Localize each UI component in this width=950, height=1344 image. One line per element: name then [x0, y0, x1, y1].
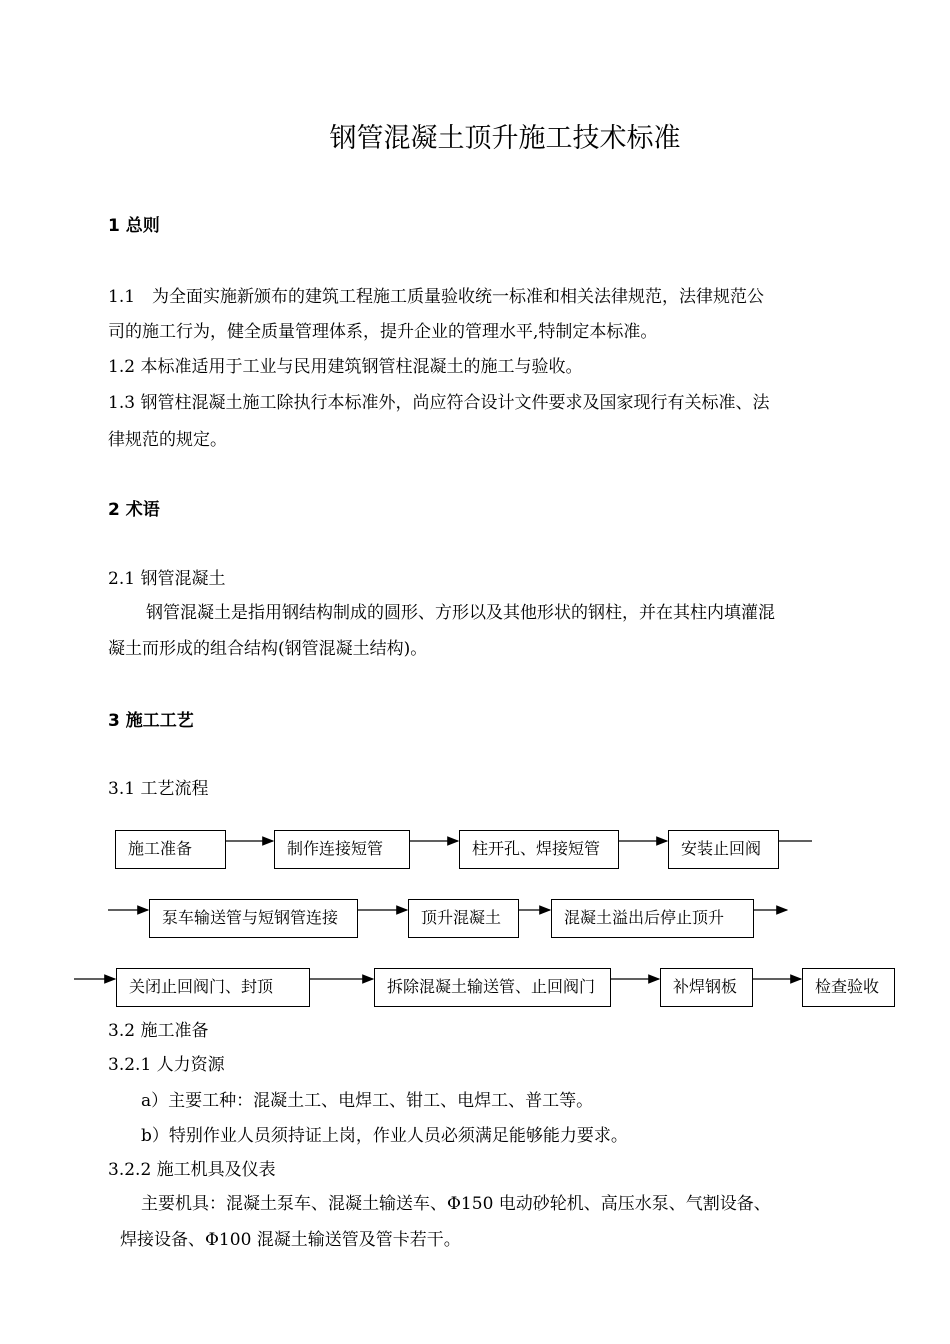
paragraph-1-2: 1.2 本标准适用于工业与民用建筑钢管柱混凝土的施工与验收。: [108, 357, 583, 377]
subheading-3-2: 3.2 施工准备: [108, 1021, 209, 1041]
section-heading-terms: 2 术语: [108, 500, 160, 520]
flow-step-remove-pipe-valve: 拆除混凝土输送管、止回阀门: [374, 968, 611, 1007]
tools-line2: 焊接设备、Φ100 混凝土输送管及管卡若干。: [120, 1230, 461, 1250]
flow-step-jack-concrete: 顶升混凝土: [408, 899, 519, 938]
section-heading-general: 1 总则: [108, 216, 160, 236]
subheading-2-1: 2.1 钢管混凝土: [108, 569, 226, 589]
flow-step-inspection: 检查验收: [802, 968, 895, 1007]
flow-step-weld-plate: 补焊钢板: [660, 968, 753, 1007]
flow-step-make-short-pipe: 制作连接短管: [274, 830, 410, 869]
flow-step-close-valve-seal: 关闭止回阀门、封顶: [116, 968, 310, 1007]
subheading-3-2-1: 3.2.1 人力资源: [108, 1055, 225, 1075]
section-heading-process: 3 施工工艺: [108, 711, 194, 731]
flow-step-preparation: 施工准备: [115, 830, 226, 869]
subheading-3-2-2: 3.2.2 施工机具及仪表: [108, 1160, 276, 1180]
definition-line2: 凝土而形成的组合结构(钢管混凝土结构)。: [108, 639, 428, 659]
flow-step-connect-pump-pipe: 泵车输送管与短钢管连接: [149, 899, 358, 938]
paragraph-1-1-line1: 1.1 为全面实施新颁布的建筑工程施工质量验收统一标准和相关法律规范，法律规范公: [108, 287, 765, 307]
flow-step-drill-weld: 柱开孔、焊接短管: [459, 830, 619, 869]
subheading-3-1: 3.1 工艺流程: [108, 779, 209, 799]
page-title: 钢管混凝土顶升施工技术标准: [329, 123, 681, 154]
paragraph-1-3-line2: 律规范的规定。: [108, 430, 227, 450]
paragraph-1-3-line1: 1.3 钢管柱混凝土施工除执行本标准外，尚应符合设计文件要求及国家现行有关标准、法: [108, 393, 770, 413]
item-a: a）主要工种：混凝土工、电焊工、钳工、电焊工、普工等。: [141, 1091, 594, 1111]
tools-line1: 主要机具：混凝土泵车、混凝土输送车、Φ150 电动砂轮机、高压水泵、气割设备、: [141, 1194, 771, 1214]
item-b: b）特别作业人员须持证上岗，作业人员必须满足能够能力要求。: [141, 1126, 628, 1146]
flow-step-install-check-valve: 安装止回阀: [668, 830, 779, 869]
definition-line1: 钢管混凝土是指用钢结构制成的圆形、方形以及其他形状的钢柱，并在其柱内填灌混: [146, 603, 775, 623]
paragraph-1-1-line2: 司的施工行为，健全质量管理体系，提升企业的管理水平,特制定本标准。: [108, 322, 658, 342]
flow-step-stop-on-overflow: 混凝土溢出后停止顶升: [551, 899, 754, 938]
